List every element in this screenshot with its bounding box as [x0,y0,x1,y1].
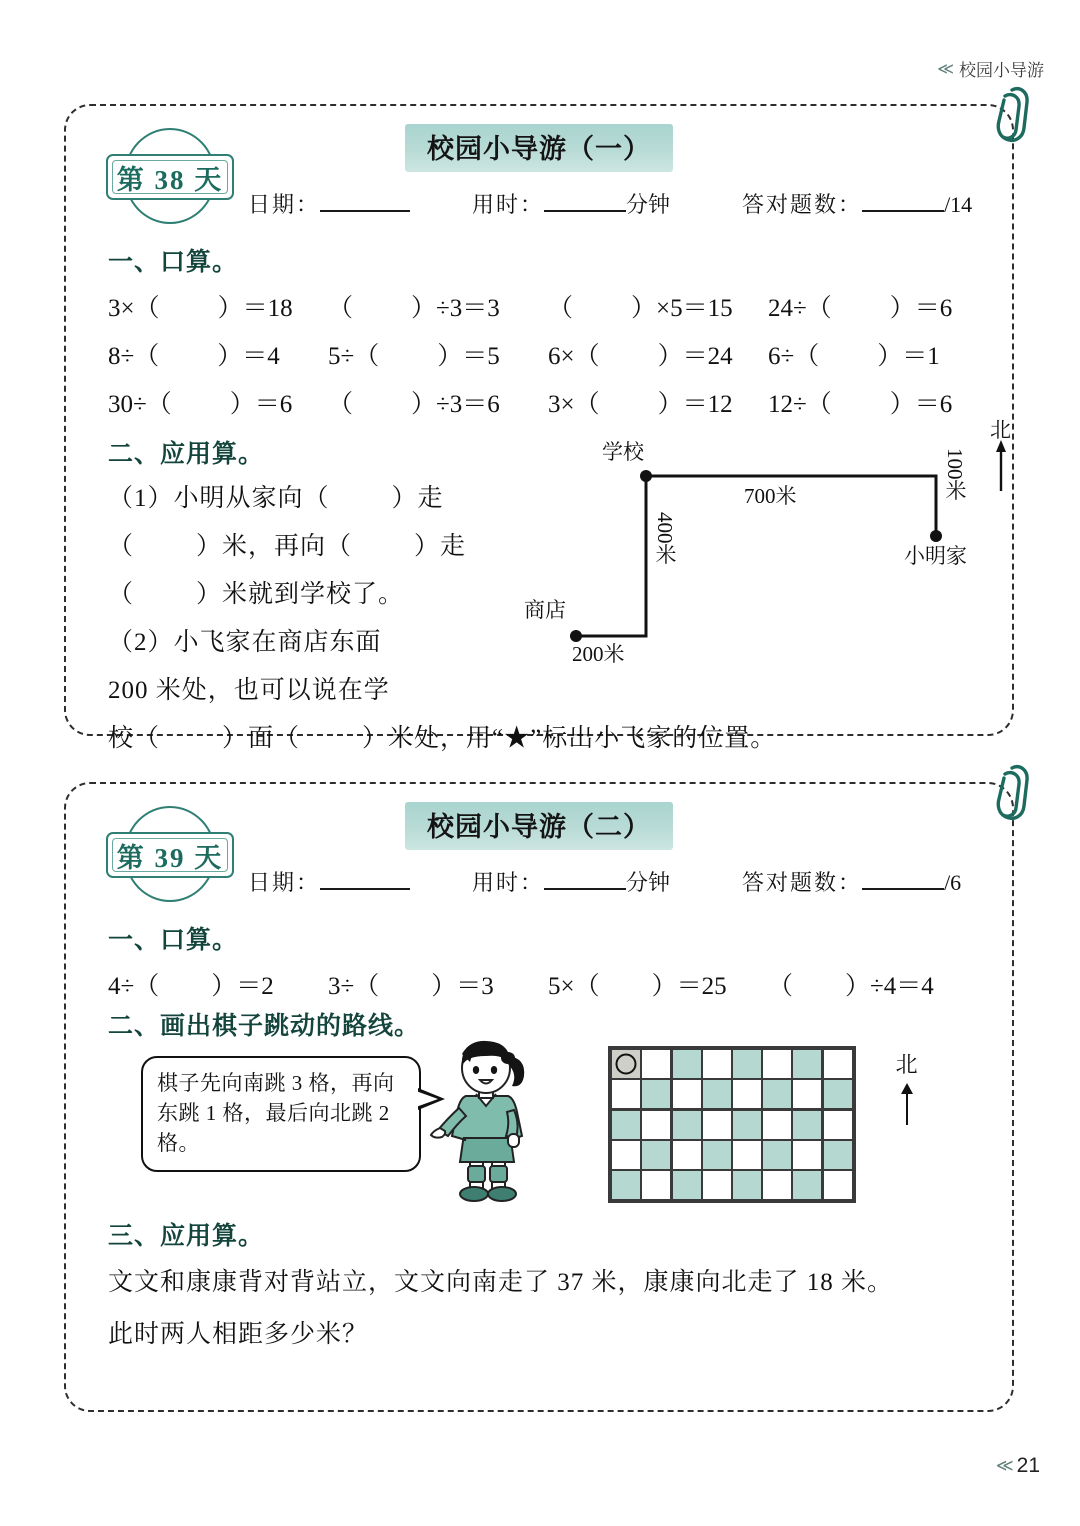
wp-text: （ [108,533,135,560]
calc-item[interactable] [548,966,768,1002]
exercise-card-day-38 [64,104,1014,752]
calc-post: ）＝6 [889,391,953,418]
calc-pre: 6÷（ [768,343,820,370]
calc-post: ）＝24 [657,343,733,370]
calc-pre: 6×（ [548,343,600,370]
calc-pre: 5÷（ [328,343,380,370]
calc-post: ）＝12 [657,391,733,418]
board-cell[interactable] [733,1080,761,1108]
paperclip-icon [982,760,1034,834]
board-cell[interactable] [673,1141,701,1169]
calc-pre: （ [328,295,354,322]
calc-item[interactable] [768,966,988,1002]
checkerboard-grid[interactable] [608,1046,856,1203]
wp-text: 200 米处，也可以说在学 [108,677,390,704]
calc-pre: 30÷（ [108,391,172,418]
board-cell[interactable] [612,1080,640,1108]
board-cell[interactable] [703,1111,731,1139]
speech-bubble-text: 棋子先向南跳 3 格，再向东跳 1 格，最后向北跳 2 格。 [157,1071,395,1155]
badge-plate [106,832,234,878]
calc-pre: 3÷（ [328,973,380,1000]
calc-post: ）＝1 [877,343,940,370]
calc-post: ）＝5 [437,343,500,370]
word-problem-line[interactable] [108,478,444,514]
chevron-left-icon: ≪ [995,1456,1011,1475]
page-number [996,1454,1040,1478]
calc-post: ）＝18 [217,295,293,322]
section-heading-1-1: 一、口算。 [108,248,239,276]
meta-row-2 [248,866,961,897]
time-label: 用时： [472,192,545,217]
score-label: 答对题数： [742,870,863,895]
score-total: /14 [944,192,973,217]
board-cell[interactable] [703,1080,731,1108]
board-cell[interactable] [824,1080,852,1108]
board-cell[interactable] [733,1141,761,1169]
date-field[interactable] [248,188,410,219]
wp-text: ）米，再向（ [196,533,353,560]
board-cell[interactable] [824,1111,852,1139]
map-label-north: 北 [990,418,1011,442]
time-blank[interactable] [544,888,626,890]
wp-text: ）走 [414,533,467,560]
checkerboard[interactable] [608,1046,918,1203]
board-cell[interactable] [824,1050,852,1078]
wp-text: ）走 [391,485,444,512]
calc-item[interactable] [328,336,548,372]
wp-text: ）米就到学校了。 [196,581,405,608]
section-heading-2-1: 一、口算。 [108,926,239,954]
calc-row [108,384,988,420]
wp-text: ）米处，用“★”标出小飞家的位置。 [362,725,777,752]
board-cell[interactable] [673,1080,701,1108]
word-problem-line[interactable] [108,574,404,610]
board-cell[interactable] [763,1111,791,1139]
calc-pre: 24÷（ [768,295,832,322]
calc-item[interactable] [768,336,988,372]
calc-item[interactable] [108,966,328,1002]
board-cell[interactable] [824,1141,852,1169]
board-cell[interactable] [642,1080,670,1108]
calc-row [108,966,988,1002]
calc-item[interactable] [328,384,548,420]
calc-item[interactable] [548,288,768,324]
calc-item[interactable] [768,384,988,420]
map-label-home: 小明家 [904,544,967,568]
wp-text: （1）小明从家向（ [108,485,330,512]
map-dist-down-home: 100米 [943,448,967,501]
board-cell[interactable] [612,1050,640,1078]
day-badge-38 [106,128,234,224]
board-cell[interactable] [793,1111,821,1139]
calc-item[interactable] [108,288,328,324]
time-blank[interactable] [544,210,626,212]
exercise-banner-2: 校园小导游（二） [405,802,673,850]
calc-post: ）÷3＝3 [411,295,500,322]
calc-pre: （ [548,295,574,322]
calc-pre: 3×（ [548,391,600,418]
calc-post: ）＝6 [229,391,293,418]
board-cell[interactable] [612,1141,640,1169]
board-cell[interactable] [763,1171,791,1199]
calc-post: ）÷3＝6 [411,391,500,418]
exercise-banner-1: 校园小导游（一） [405,124,673,172]
date-field[interactable] [248,866,410,897]
board-cell[interactable] [673,1050,701,1078]
wp-text: （ [108,581,135,608]
word-problem-line[interactable] [108,526,466,562]
score-label: 答对题数： [742,192,863,217]
calc-pre: 5×（ [548,973,600,1000]
running-head [937,56,1044,81]
calc-item[interactable] [108,384,328,420]
girl-illustration [426,1036,546,1208]
time-unit: 分钟 [626,192,671,217]
date-blank[interactable] [320,210,410,212]
word-problem-line [108,622,382,658]
board-cell[interactable] [703,1141,731,1169]
calc-post: ）＝4 [217,343,280,370]
board-cell[interactable] [612,1111,640,1139]
board-cell[interactable] [642,1111,670,1139]
time-label: 用时： [472,870,545,895]
calc-item[interactable] [328,288,548,324]
wp-text: ）面（ [222,725,301,752]
compass-north [896,1048,918,1125]
map-label-store: 商店 [524,598,566,622]
compass-arrow-icon [906,1085,908,1125]
calc-item[interactable] [768,288,988,324]
score-blank[interactable] [862,210,944,212]
day-badge-39 [106,806,234,902]
paperclip-icon [982,82,1034,156]
calc-post: ）＝6 [889,295,953,322]
board-cell[interactable] [793,1050,821,1078]
board-cell[interactable] [642,1171,670,1199]
calc-item[interactable] [108,336,328,372]
calc-pre: （ [328,391,354,418]
calc-post: ）＝25 [651,973,727,1000]
board-cell[interactable] [793,1080,821,1108]
word-problem-line: 文文和康康背对背站立，文文向南走了 37 米，康康向北走了 18 米。 [108,1269,894,1296]
calc-post: ）÷4＝4 [845,973,934,1000]
board-cell[interactable] [673,1171,701,1199]
board-cell[interactable] [673,1111,701,1139]
chevron-left-icon: ≪ [937,60,952,78]
calc-pre: 4÷（ [108,973,160,1000]
speech-bubble [141,1056,421,1172]
board-cell[interactable] [793,1171,821,1199]
word-problem-line: 此时两人相距多少米？ [108,1321,369,1348]
route-map-diagram [524,418,1011,666]
calc-item[interactable] [548,384,768,420]
map-dist-store-corner: 200米 [572,642,625,666]
section-heading-1-2: 二、应用算。 [108,440,265,468]
word-problem-line [108,670,390,706]
calc-row [108,288,988,324]
calc-post: ）×5＝15 [631,295,733,322]
badge-plate [106,154,234,200]
map-dist-school-east: 700米 [744,484,797,508]
board-cell[interactable] [824,1171,852,1199]
day-badge-label: 第 39 天 [116,842,224,873]
board-cell[interactable] [793,1141,821,1169]
date-label: 日期： [248,870,321,895]
running-head-title: 校园小导游 [959,61,1044,80]
calc-item[interactable] [548,336,768,372]
board-cell[interactable] [612,1171,640,1199]
time-field[interactable] [472,866,670,897]
board-cell[interactable] [642,1141,670,1169]
word-problem-line[interactable] [108,718,776,754]
calc-pre: 3×（ [108,295,160,322]
calc-item[interactable] [328,966,548,1002]
time-unit: 分钟 [626,870,671,895]
score-total: /6 [944,870,962,895]
calc-pre: （ [768,973,794,1000]
score-field[interactable] [742,866,961,897]
exercise-card-day-39 [64,782,1014,1412]
board-cell[interactable] [733,1171,761,1199]
score-field[interactable] [742,188,972,219]
board-cell[interactable] [703,1050,731,1078]
calc-pre: 12÷（ [768,391,832,418]
score-blank[interactable] [862,888,944,890]
map-dist-corner-school: 400米 [653,512,677,565]
calc-post: ）＝3 [431,973,494,1000]
board-cell[interactable] [733,1111,761,1139]
meta-row-1 [248,188,972,219]
board-cell[interactable] [763,1050,791,1078]
board-cell[interactable] [763,1080,791,1108]
compass-label: 北 [895,1052,918,1077]
time-field[interactable] [472,188,670,219]
calc-pre: 8÷（ [108,343,160,370]
page-number-value: 21 [1016,1454,1040,1477]
board-cell[interactable] [642,1050,670,1078]
calc-row [108,336,988,372]
wp-text: （2）小飞家在商店东面 [108,629,382,656]
section-heading-2-2: 二、画出棋子跳动的路线。 [108,1012,421,1040]
calc-post: ）＝2 [211,973,274,1000]
day-badge-label: 第 38 天 [116,164,224,195]
wp-text: 校（ [108,725,161,752]
date-label: 日期： [248,192,321,217]
board-cell[interactable] [703,1171,731,1199]
date-blank[interactable] [320,888,410,890]
board-cell[interactable] [763,1141,791,1169]
board-cell[interactable] [733,1050,761,1078]
section-heading-2-3: 三、应用算。 [108,1222,265,1250]
map-label-school: 学校 [602,440,644,464]
